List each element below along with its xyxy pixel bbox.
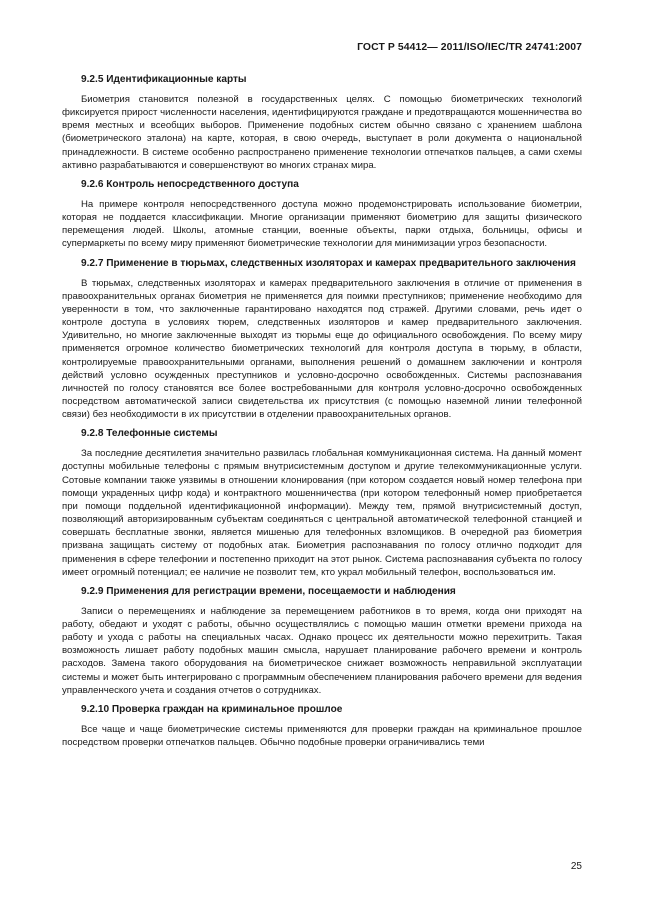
section-heading: 9.2.8 Телефонные системы bbox=[81, 428, 218, 440]
section-9-2-6 bbox=[62, 178, 582, 251]
section-heading: 9.2.7 Применение в тюрьмах, следственных изоляторах и камерах предварительного заключения bbox=[81, 257, 576, 269]
section-9-2-8 bbox=[62, 427, 582, 579]
section-9-2-7 bbox=[62, 257, 582, 422]
section-paragraph: На примере контроля непосредственного доступа можно продемонстрировать использование биометрии, которая не поддается классификации. Многие организации применяют биометрию для защиты физического перемещения людей. Школы, атомные станции, военные объекты, парки отдыха, больницы, офисы и супермаркеты по всему миру применяют биометрические технологии для минимизации угроз безопасности. bbox=[62, 198, 582, 250]
section-heading: 9.2.5 Идентификационные карты bbox=[81, 74, 247, 85]
section-9-2-9 bbox=[62, 585, 582, 697]
document-page bbox=[62, 42, 582, 755]
section-paragraph: Записи о перемещениях и наблюдение за перемещением работников в то время, когда они приходят на работу, обедают и уходят с работы, обычно осуществлялись с помощью машин отметки времени прихода на работу и ухода с работы на специальных часах. Однако процесс их деятельности можно перехитрить. Такая возможность лишает работу подобных машин смысла, нарушает планирование рабочего времени и контроль расходов. Замена такого оборудования на биометрическое снижает возможность неправильной эксплуатации системы и может быть интегрировано с программным обеспечением планирования рабочего времени для ведения управленческого учета и создания отчетов о сотрудниках. bbox=[62, 605, 582, 696]
document-header: ГОСТ Р 54412— 2011/ISO/IEC/TR 24741:2007 bbox=[357, 42, 582, 53]
section-heading: 9.2.6 Контроль непосредственного доступа bbox=[81, 178, 299, 190]
section-heading: 9.2.9 Применения для регистрации времени, посещаемости и наблюдения bbox=[81, 585, 456, 597]
section-paragraph: За последние десятилетия значительно развилась глобальная коммуникационная система. На данный момент доступны мобильные телефоны с прямым внутрисистемным доступом и другие телекоммуникационные услуги. Сотовые компании также уязвимы в отношении клонирования (при котором создается новый номер телефона при помощи украденных цифр кода) и контрактного мошенничества (при котором телефонный номер приобретается при помощи поддельной идентификационной информации). Между тем, прямой внутрисистемный доступ, позволяющий авторизированным субъектам соединяться с центральной автоматической телефонной станцией и совершать бесплатные звонки, является мишенью для телефонных взломщиков. В очередной раз биометрия призвана защищать систему от подобных атак. Биометрия распознавания по голосу отлично подходит для применения в сфере телефонии и постепенно приходит на этот рынок. Система распознавания субъекта по голосу имеет огромный потенциал; ее наличие не позволит тем, кто украл мобильный телефон, воспользоваться им. bbox=[62, 448, 582, 578]
section-paragraph: Все чаще и чаще биометрические системы применяются для проверки граждан на криминальное прошлое посредством проверки отпечатков пальцев. Обычно подобные проверки ограничивались теми bbox=[62, 723, 582, 749]
section-9-2-5 bbox=[62, 73, 582, 172]
page-number: 25 bbox=[570, 861, 582, 872]
section-heading: 9.2.10 Проверка граждан на криминальное прошлое bbox=[81, 703, 343, 715]
section-9-2-10 bbox=[62, 703, 582, 749]
section-paragraph: Биометрия становится полезной в государственных целях. С помощью биометрических технологий фиксируется прирост численности населения, идентифицируются граждане и предотвращаются мошенничества во время местных и всеобщих выборов. Применение подобных систем обычно связано с хранением шаблона (биометрического эталона) на карте, которая, в свою очередь, выступает в роли документа о национальной принадлежности. В системе особенно распространено применение технологии отпечатков пальцев, а сами схемы активно разрабатываются и совершенствуют во многих странах мира. bbox=[62, 94, 582, 171]
section-paragraph: В тюрьмах, следственных изоляторах и камерах предварительного заключения в отличие от применения в правоохранительных органах биометрия не применяется для поимки преступников; применение необходимо для уверенности в том, что заключенные гарантировано находятся под стражей. Другими словами, речь идет о контроле доступа в условиях тюрем, следственных изоляторов и камер предварительного заключения. Удивительно, но многие заключенные выходят из тюрьмы еще до официального освобождения. По всему миру применяется огромное количество биометрических технологий для контроля доступа в тюрьму, в области, контролируемые правоохранительными органами, выполнения решений о домашнем заключении и контроля действий условно осужденных преступников и условно-досрочно освобожденных. Системы распознавания личностей по голосу становятся все более востребованными для контроля условно-досрочно освобожденных посредством автоматической записи свидетельства их присутствия (с помощью наземной линии телефонной связи) без необходимости в их присутствии в отделении правоохранительных органов. bbox=[62, 277, 582, 421]
